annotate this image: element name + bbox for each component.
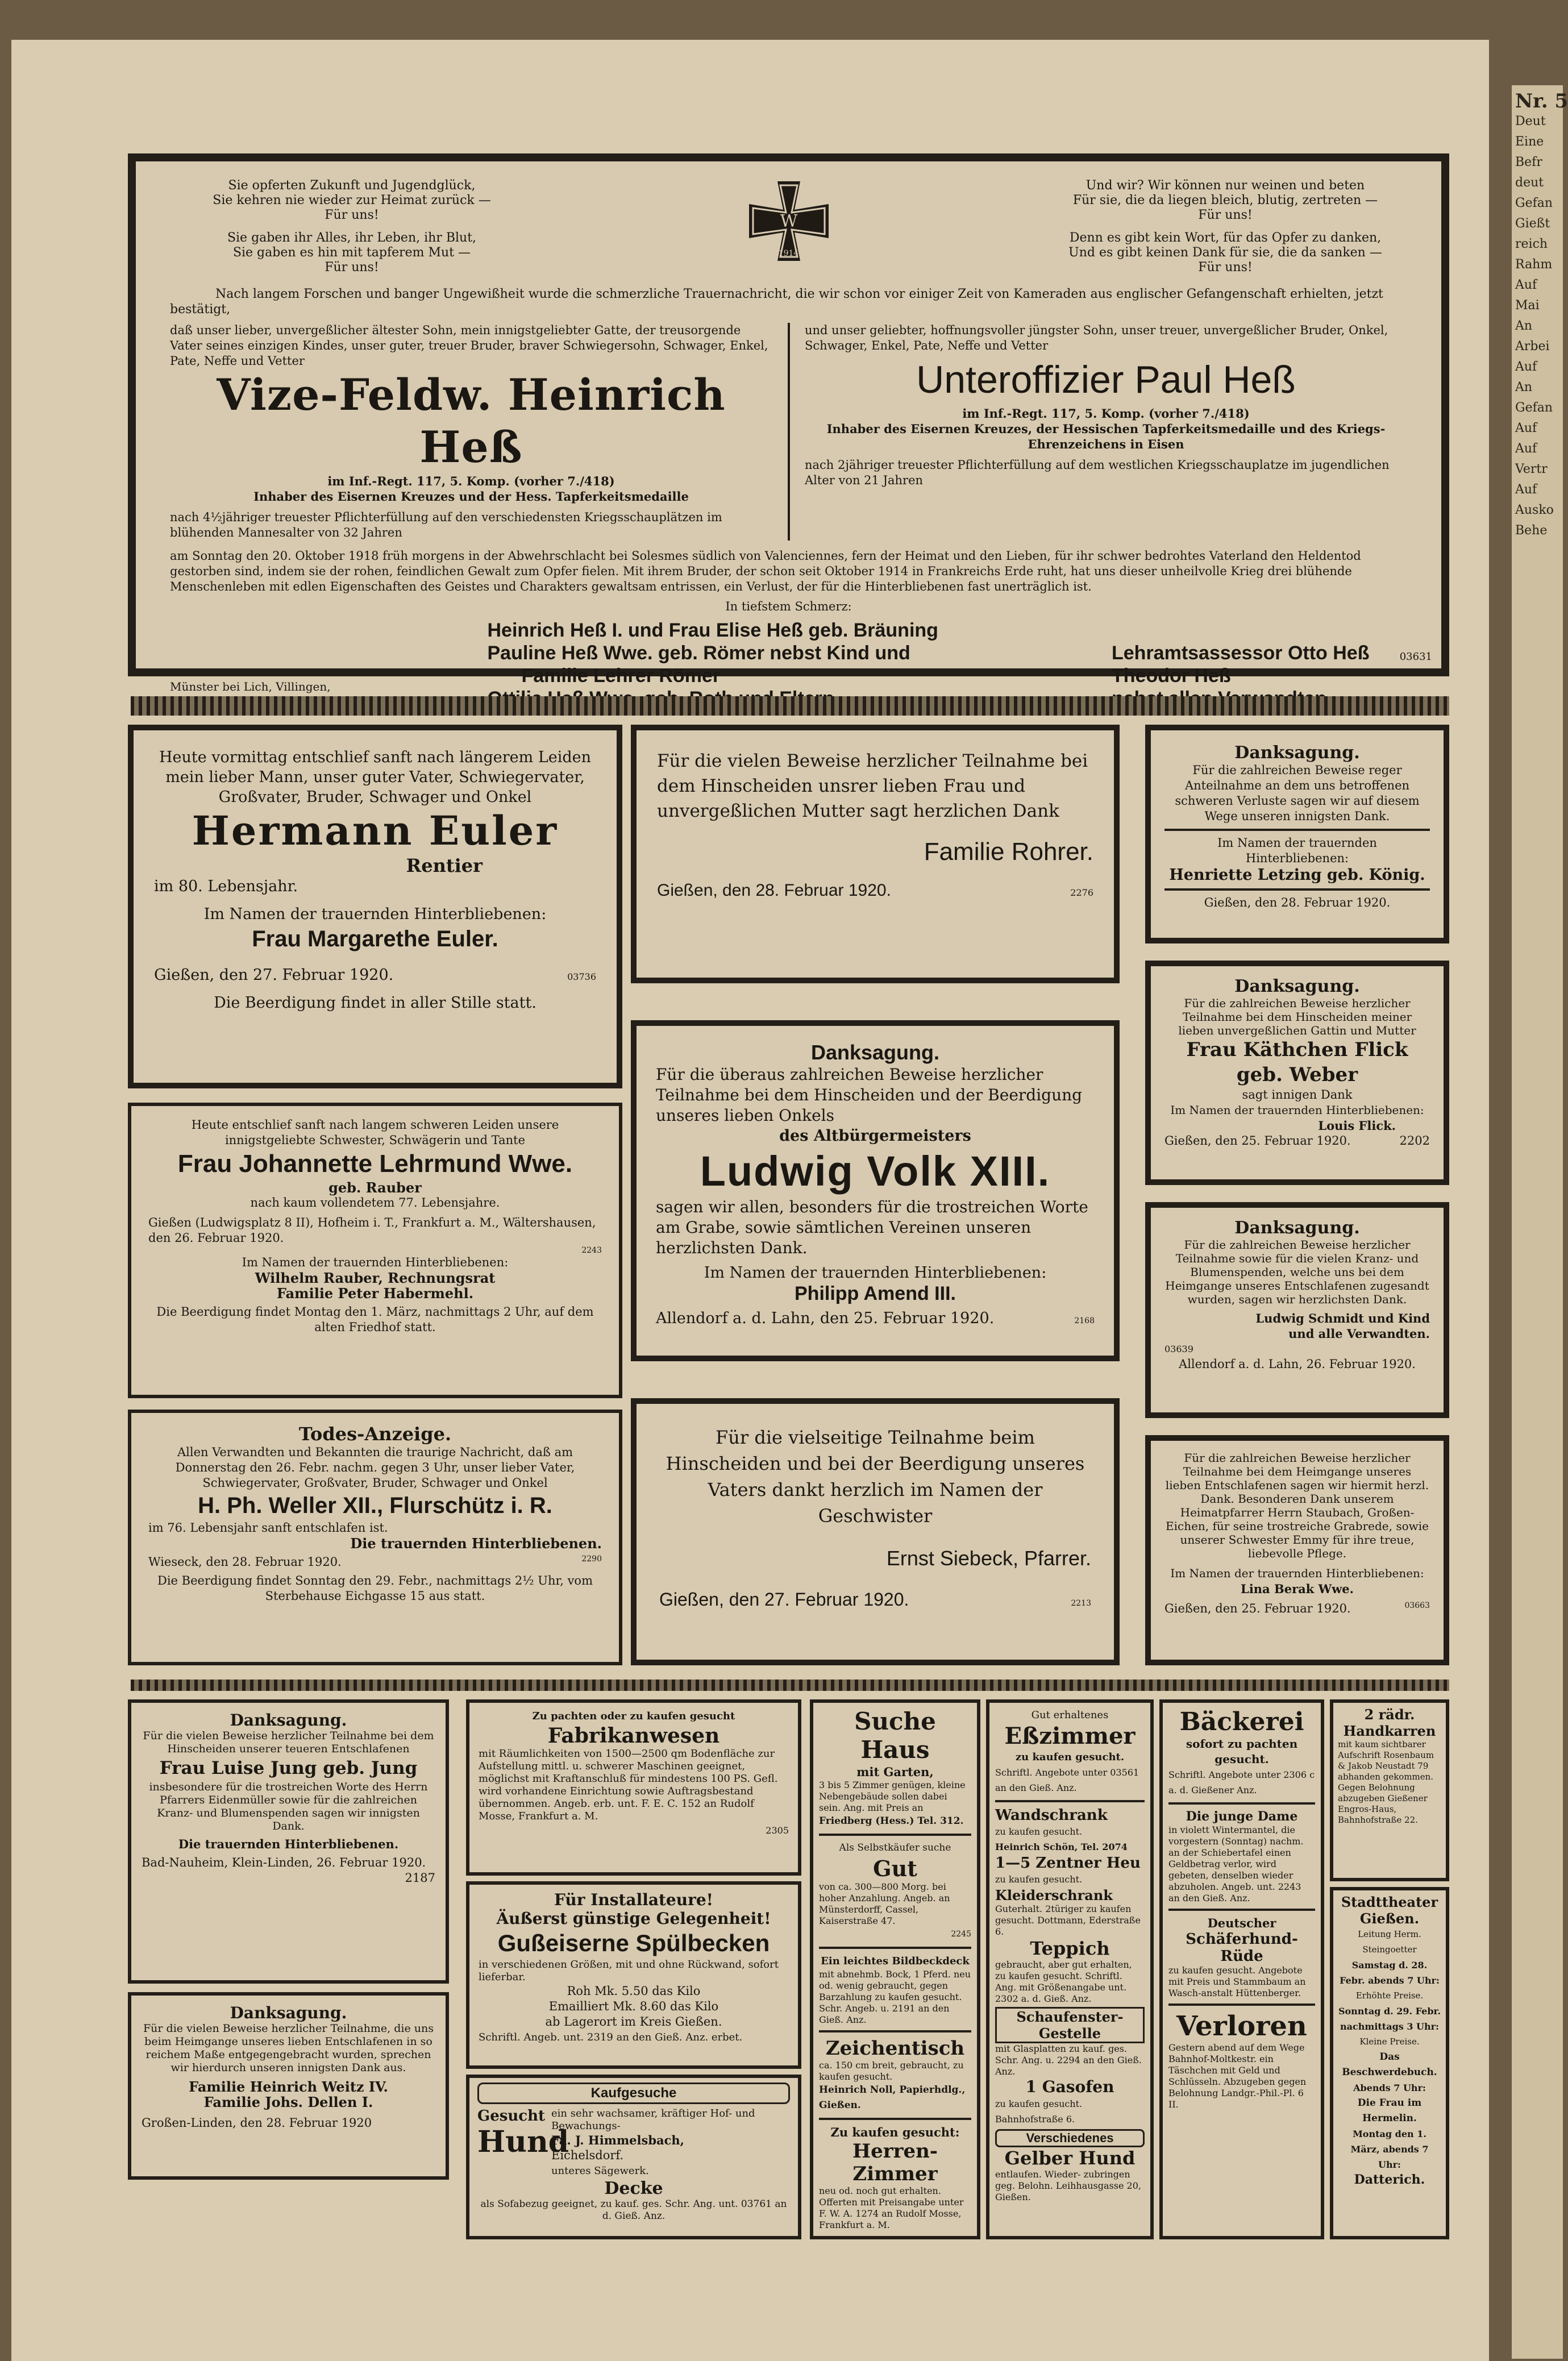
right-soldier: und unser geliebter, hoffnungsvoller jüngster Sohn, unser treuer, unvergeßlicher Bruder, Onkel, Schwager, Enkel, Pate, Neffe und Vetter Unteroffizier Paul Heß im Inf.-Regt. 117, 5. Komp. (vorher 7./418) Inhaber des Eisernen Kreuzes, der Hessischen Tapferkeitsmedaille und des Kriegs-Ehrenzeichens in Eisen nach 2jähriger treuester Pflichterfüllung auf dem westlichen Kriegsschauplatze im jugendlichen Alter von 21 Jahren [805, 323, 1407, 541]
memorial-place: Münster bei Lich, Villingen, [170, 680, 331, 693]
weller-notice: Todes-Anzeige. Allen Verwandten und Bekannten die traurige Nachricht, daß am Donnerstag den 26. Febr. nachm. gegen 3 Uhr, unser lieber Vater, Schwiegervater, Großvater, Bruder, Schwager und Onkel H. Ph. Weller XII., Flurschütz i. R. im 76. Lebensjahr sanft entschlafen ist. Die trauernden Hinterbliebenen. Wieseck, den 28. Februar 1920. 2290 Die Beerdigung findet Sonntag den 29. Febr., nachmittags 2½ Uhr, vom Sterbehause Eichgasse 15 aus statt. [128, 1410, 622, 1665]
svg-text:W: W [780, 211, 797, 231]
volk-name: Ludwig Volk XIII. [700, 1148, 1051, 1195]
euler-name: Hermann Euler [192, 807, 559, 854]
left-soldier: daß unser lieber, unvergeßlicher ältester Sohn, mein innigstgeliebter Gatte, der treusorgende Vater seines einzigen Kindes, unser guter, treuer Bruder, braver Schwiegersohn, Schwager, Enkel, Pate, Neffe und Vetter Vize-Feldw. Heinrich Heß im Inf.-Regt. 117, 5. Komp. (vorher 7./418) Inhaber des Eisernen Kreuzes und der Hess. Tapferkeitsmedaille nach 4½jähriger treuester Pflichterfüllung auf den verschiedensten Kriegsschauplätzen im blühenden Mannesalter von 32 Jahren [170, 323, 772, 541]
weller-name: H. Ph. Weller XII., Flurschütz i. R. [198, 1493, 552, 1518]
edge-line: Vertr [1515, 462, 1548, 476]
letzing-notice: Danksagung. Für die zahlreichen Beweise reger Anteilnahme an dem uns betroffenen schweren Verluste sagen wir auf diesem Wege unseren innigsten Dank. Im Namen der trauernden Hinterbliebenen: Henriette Letzing geb. König. Gießen, den 28. Februar 1920. [1145, 725, 1449, 943]
grief-line: In tiefstem Schmerz: [725, 600, 852, 613]
ornament-rule [131, 1680, 1449, 1691]
edge-line: Auf [1515, 278, 1537, 292]
edge-line: Deut [1515, 114, 1546, 128]
fabrik-title: Fabrikanwesen [547, 1724, 720, 1748]
cross-year: 1914 [778, 249, 799, 258]
iron-cross-icon [746, 178, 831, 264]
fabrik-ad: Zu pachten oder zu kaufen gesucht Fabrikanwesen mit Räumlichkeiten von 1500—2500 qm Bodenfläche zur Aufstellung mittl. u. schwerer Maschinen geeignet, möglichst mit Kraftanschluß für mindestens 100 PS. Gefl. wird vorhandene Einrichtung sowie Auftragsbestand übernommen. Angeb. erb. unt. F. E. C. 152 an Rudolf Mosse, Frankfurt a. M. 2305 [466, 1699, 801, 1876]
esszimmer-ad: Gut erhaltenes Eßzimmer zu kaufen gesucht. Schriftl. Angebote unter 03561 an den Gieß. Anz. Wandschrank zu kaufen gesucht. Heinrich Schön, Tel. 2074 1—5 Zentner Heu zu kaufen gesucht. Kleiderschrank Guterhalt. 2türiger zu kaufen gesucht. Dottmann, Ederstraße 6. Teppich gebraucht, aber gut erhalten, zu kaufen gesucht. Schriftl. Ang. mit Größenangabe unt. 2302 a. d. Gieß. Anz. Schaufenster-Gestelle mit Glasplatten zu kauf. ges. Schr. Ang. u. 2294 an den Gieß. Anz. 1 Gasofen zu kaufen gesucht. Bahnhofstraße 6. Verschiedenes Gelber Hund entlaufen. Wieder- zubringen geg. Belohn. Leihhausgasse 20, Gießen. [986, 1699, 1154, 2239]
volk-notice: Danksagung. Für die überaus zahlreichen Beweise herzlicher Teilnahme bei dem Hinscheiden und der Beerdigung unseres lieben Onkels des Altbürgermeisters Ludwig Volk XIII. sagen wir allen, besonders für die trostreichen Worte am Grabe, sowie sämtlichen Vereinen unseren herzlichsten Dank. Im Namen der trauernden Hinterbliebenen: Philipp Amend III. Allendorf a. d. Lahn, den 25. Februar 1920. 2168 [631, 1020, 1120, 1361]
edge-line: Auf [1515, 360, 1537, 374]
edge-line: Gießt [1515, 217, 1550, 231]
edge-line: Befr [1515, 155, 1542, 169]
ornament-rule [131, 696, 1449, 716]
letzing-name: Henriette Letzing geb. König. [1169, 866, 1425, 884]
edge-line: Rahm [1515, 257, 1553, 272]
edge-line: Gefan [1515, 196, 1553, 210]
suche-haus-ad: Suche Haus mit Garten, 3 bis 5 Zimmer genügen, kleine Nebengebäude sollen dabei sein. Ang. mit Preis an Friedberg (Hess.) Tel. 312. Als Selbstkäufer suche Gut von ca. 300—800 Morg. bei hoher Anzahlung. Angeb. an Münsterdorff, Cassel, Kaiserstraße 47. 2245 Ein leichtes Bildbeckdeck mit abnehmb. Bock, 1 Pferd. neu od. wenig gebraucht, gegen Barzahlung zu kaufen gesucht. Schr. Angeb. u. 2191 an den Gieß. Anz. Zeichentisch ca. 150 cm breit, gebraucht, zu kaufen gesucht. Heinrich Noll, Papierhdlg., Gießen. Zu kaufen gesucht: Herren-Zimmer neu od. noch gut erhalten. Offerten mit Preisangabe unter F. W. A. 1274 an Rudolf Mosse, Frankfurt a. M. [810, 1699, 980, 2239]
edge-line: Ausko [1515, 503, 1554, 517]
family-middle: Heinrich Heß I. und Frau Elise Heß geb. Bräuning Pauline Heß Wwe. geb. Römer nebst Kind und Familie Lehrer Römer [487, 620, 938, 687]
edge-line: Eine [1515, 135, 1544, 149]
poem-right: Und wir? Wir können nur weinen und beten Für sie, die da liegen bleich, blutig, zertreten — Für uns! Denn es gibt kein Wort, für das Opfer zu danken, Und es gibt keinen Dank für sie, die da sanken — Für uns! [1068, 178, 1382, 275]
euler-widow: Frau Margarethe Euler. [252, 926, 498, 951]
edge-line: An [1515, 380, 1533, 394]
edge-line: Auf [1515, 421, 1537, 435]
edge-line: Gefan [1515, 401, 1553, 415]
flick-name: Frau Käthchen Flick geb. Weber [1186, 1038, 1408, 1086]
siebeck-name: Ernst Siebeck, Pfarrer. [886, 1547, 1091, 1570]
berak-notice: Für die zahlreichen Beweise herzlicher Teilnahme bei dem Heimgange unseres lieben Entschlafenen sagen wir hiermit herzl. Dank. Besonderen Dank unserem Heimatpfarrer Herrn Staubach, Großen-Eichen, für seine trostreiche Grabrede, sowie unserer Schwester Emmy für ihre treue, liebevolle Pflege. Im Namen der trauernden Hinterbliebenen: Lina Berak Wwe. Gießen, den 25. Februar 1920. 03663 [1145, 1435, 1449, 1665]
schmidt-notice: Danksagung. Für die zahlreichen Beweise herzlicher Teilnahme sowie für die vielen Kranz- und Blumenspenden, welche uns bei dem Heimgange unseres Entschlafenen zugesandt wurden, sagen wir herzlichsten Dank. Ludwig Schmidt und Kind und alle Verwandten. 03639 Allendorf a. d. Lahn, 26. Februar 1920. [1145, 1202, 1449, 1418]
left-soldier-name: Vize-Feldw. Heinrich Heß [217, 369, 726, 472]
edge-line: An [1515, 319, 1533, 333]
ad-code: 03631 [1399, 651, 1432, 663]
weitz-notice: Danksagung. Für die vielen Beweise herzlicher Teilnahme, die uns beim Heimgange unseres lieben Entschlafenen in so reichem Maße entgegengebracht wurden, sprechen wir hierdurch unseren innigsten Dank aus. Familie Heinrich Weitz IV. Familie Johs. Dellen I. Großen-Linden, den 28. Februar 1920 [128, 1992, 449, 2180]
flick-notice: Danksagung. Für die zahlreichen Beweise herzlicher Teilnahme bei dem Hinscheiden meiner lieben unvergeßlichen Gattin und Mutter Frau Käthchen Flick geb. Weber sagt innigen Dank Im Namen der trauernden Hinterbliebenen: Louis Flick. Gießen, den 25. Februar 1920. 2202 [1145, 961, 1449, 1185]
lehrmund-name: Frau Johannette Lehrmund Wwe. [177, 1150, 573, 1178]
edge-line: Mai [1515, 298, 1540, 313]
kauf-ad: Kaufgesuche Gesucht Hund ein sehr wachsamer, kräftiger Hof- und Bewachungs- Fa. J. Himmelsbach, Eichelsdorf. unteres Sägewerk. Decke als Sofabezug geeignet, zu kauf. ges. Schr. Ang. unt. 03761 an d. Gieß. Anz. [466, 2075, 801, 2239]
edge-line: Auf [1515, 483, 1537, 497]
villa-ad [648, 1998, 801, 2009]
jung-name: Frau Luise Jung geb. Jung [159, 1758, 418, 1778]
spuel-title: Gußeiserne Spülbecken [497, 1930, 770, 1956]
theater-ad: Stadttheater Gießen. Leitung Herm. Steingoetter Samstag d. 28. Febr. abends 7 Uhr: Erhöhte Preise. Sonntag d. 29. Febr. nachmittags 3 Uhr: Kleine Preise. Das Beschwerdebuch. Abends 7 Uhr: Die Frau im Hermelin. Montag den 1. März, abends 7 Uhr: Datterich. [1330, 1887, 1449, 2239]
adjacent-page-edge [1512, 85, 1568, 2359]
karren-ad: 2 rädr. Handkarren mit kaum sichtbarer Aufschrift Rosenbaum & Jakob Neustadt 79 abhanden gekommen. Gegen Belohnung abzugeben Gießener Engros-Haus, Bahnhofstraße 22. [1330, 1699, 1449, 1881]
edge-header: Nr. 5 [1515, 90, 1568, 113]
jung-notice: Danksagung. Für die vielen Beweise herzlicher Teilnahme bei dem Hinscheiden unserer teueren Entschlafenen Frau Luise Jung geb. Jung insbesondere für die trostreichen Worte des Herrn Pfarrers Eidenmüller sowie für die zahlreichen Kranz- und Blumenspenden sagen wir innigsten Dank. Die trauernden Hinterbliebenen. Bad-Nauheim, Klein-Linden, 26. Februar 1920. 2187 [128, 1699, 449, 1984]
rohrer-notice: Für die vielen Beweise herzlicher Teilnahme bei dem Hinscheiden unsrer lieben Frau und unvergeßlichen Mutter sagt herzlichen Dank Familie Rohrer. Gießen, den 28. Februar 1920. 2276 [631, 725, 1120, 983]
family-right: Lehramtsassessor Otto Heß Theodor Heß [1112, 642, 1370, 687]
edge-line: Auf [1515, 442, 1537, 456]
intro-text: Nach langem Forschen und banger Ungewißheit wurde die schmerzliche Trauernachricht, die wir schon vor einiger Zeit von Kameraden aus englischer Gefangenschaft erhielten, jetzt bestätigt, [170, 287, 1383, 317]
right-soldier-name: Unteroffizier Paul Heß [916, 358, 1296, 401]
edge-line: Arbei [1515, 339, 1550, 354]
baeckerei-ad: Bäckerei sofort zu pachten gesucht. Schriftl. Angebote unter 2306 c a. d. Gießener Anz. Die junge Dame in violett Wintermantel, die vorgestern (Sonntag) nachm. an der Schiebertafel einen Geldbetrag verlor, wird gebeten, denselben wieder abzuholen. Angeb. unt. 2243 an den Gieß. Anz. Deutscher Schäferhund-Rüde zu kaufen gesucht. Angebote mit Preis und Stammbaum an Wasch-anstalt Hüttenberger. Verloren Gestern abend auf dem Wege Bahnhof-Moltkestr. ein Täschchen mit Geld und Schlüsseln. Abzugeben gegen Belohnung Landgr.-Phil.-Pl. 6 II. [1159, 1699, 1324, 2239]
edge-line: deut [1515, 176, 1544, 190]
memorial-body: am Sonntag den 20. Oktober 1918 früh morgens in der Abwehrschlacht bei Solesmes südlich von Valenciennes, fern der Heimat und den Lieben, für ihr schwer bedrohtes Vaterland den Heldentod gestorben sind, indem sie der rohen, feindlichen Gewalt zum Opfer fielen. Mit ihrem Bruder, der schon seit Oktober 1914 in Frankreichs Erde ruht, hat uns dieser unheilvolle Krieg drei blühende Menschenleben mit edlen Eigenschaften des Geistes und Charakters gewaltsam entrissen, ein Verlust, der für die Hinterbliebenen fast unerträglich ist. [170, 549, 1361, 593]
poem-left: Sie opferten Zukunft und Jugendglück, Sie kehren nie wieder zur Heimat zurück — Für uns! Sie gaben ihr Alles, ihr Leben, ihr Blut, Sie gaben es hin mit tapferem Mut — Für uns! [213, 178, 491, 275]
siebeck-notice: Für die vielseitige Teilnahme beim Hinscheiden und bei der Beerdigung unseres Vaters dankt herzlich im Namen der Geschwister Ernst Siebeck, Pfarrer. Gießen, den 27. Februar 1920. 2213 [631, 1398, 1120, 1665]
spuelbecken-ad: Für Installateure! Äußerst günstige Gelegenheit! Gußeiserne Spülbecken in verschiedenen Größen, mit und ohne Rückwand, sofort lieferbar. Roh Mk. 5.50 das Kilo Emailliert Mk. 8.60 das Kilo ab Lagerort im Kreis Gießen. Schriftl. Angeb. unt. 2319 an den Gieß. Anz. erbet. [466, 1881, 801, 2069]
lehrmund-notice: Heute entschlief sanft nach langem schweren Leiden unsere innigstgeliebte Schwester, Schwägerin und Tante Frau Johannette Lehrmund Wwe. geb. Rauber nach kaum vollendetem 77. Lebensjahre. Gießen (Ludwigsplatz 8 II), Hofheim i. T., Frankfurt a. M., Wältershausen, den 26. Februar 1920. 2243 Im Namen der trauernden Hinterbliebenen: Wilhelm Rauber, Rechnungsrat Familie Peter Habermehl. Die Beerdigung findet Montag den 1. März, nachmittags 2 Uhr, auf dem alten Friedhof statt. [128, 1103, 622, 1398]
euler-notice: Heute vormittag entschlief sanft nach längerem Leiden mein lieber Mann, unser guter Vater, Schwiegervater, Großvater, Bruder, Schwager und Onkel Hermann Euler Rentier im 80. Lebensjahr. Im Namen der trauernden Hinterbliebenen: Frau Margarethe Euler. Gießen, den 27. Februar 1920. 03736 Die Beerdigung findet in aller Stille statt. [128, 725, 622, 1088]
suche-haus-title: Suche Haus [854, 1707, 936, 1764]
hess-memorial-notice [128, 153, 1449, 693]
edge-line: reich [1515, 237, 1548, 251]
kauf-hund: Hund [477, 2125, 569, 2159]
edge-line: Behe [1515, 523, 1548, 538]
rohrer-name: Familie Rohrer. [924, 838, 1093, 866]
